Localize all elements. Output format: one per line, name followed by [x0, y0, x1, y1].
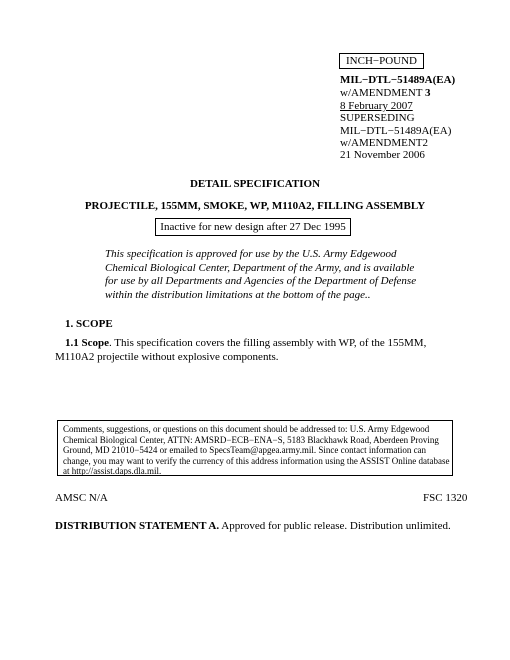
scope-para-number: 1.1 Scope — [65, 337, 109, 349]
inactive-notice: Inactive for new design after 27 Dec 1995 — [155, 218, 351, 236]
scope-heading: 1. SCOPE — [65, 318, 113, 330]
approval-line: within the distribution limitations at the bottom of the page.. — [105, 288, 371, 301]
approval-line: Chemical Biological Center, Department of the Army, and is available — [105, 261, 415, 274]
distribution-statement — [55, 520, 451, 532]
distribution-label: DISTRIBUTION STATEMENT A. — [55, 520, 220, 532]
comments-line: Comments, suggestions, or questions on this document should be addressed to: U.S. Army Edgewood — [63, 424, 430, 434]
approval-statement — [105, 248, 425, 302]
spec-heading: DETAIL SPECIFICATION — [189, 178, 321, 190]
spec-subject: PROJECTILE, 155MM, SMOKE, WP, M110A2, FILLING ASSEMBLY — [84, 200, 426, 212]
comments-line: Chemical Biological Center, ATTN: AMSRD−ECB−ENA−S, 5183 Blackhawk Road, Aberdeen Proving — [63, 434, 439, 445]
document-date: 8 February 2007 — [340, 100, 413, 112]
amendment-prefix: w/AMENDMENT — [340, 87, 426, 99]
superseded-date: 21 November 2006 — [340, 149, 425, 161]
amendment-number: 3 — [425, 87, 431, 99]
superseding-label: SUPERSEDING — [340, 112, 415, 124]
amsc-code: AMSC N/A — [55, 492, 108, 504]
comments-line: change, you may want to verify the currency of this address information using the ASSIST Online database — [63, 455, 450, 466]
distribution-text: Approved for public release. Distribution unlimited. — [219, 520, 451, 532]
amendment-line — [340, 87, 431, 100]
document-number: MIL−DTL−51489A(EA) — [340, 74, 456, 86]
fsc-code: FSC 1320 — [423, 492, 468, 504]
comments-box — [57, 420, 453, 476]
comments-line: at http://assist.daps.dla.mil. — [63, 466, 162, 477]
approval-line: for use by all Departments and Agencies of the Department of Defense — [105, 275, 417, 287]
comments-line: Ground, MD 21010−5424 or emailed to SpecsTeam@apgea.army.mil. Since contact information can — [63, 445, 427, 456]
scope-para-text: . This specification covers the filling assembly with WP, of the 155MM, M110A2 projectile without explosive components. — [55, 337, 427, 363]
superseded-document: MIL−DTL−51489A(EA) — [340, 125, 452, 137]
inch-pound-box: INCH−POUND — [339, 53, 424, 69]
scope-paragraph — [55, 337, 465, 364]
superseded-amendment: w/AMENDMENT2 — [340, 137, 428, 149]
approval-line: This specification is approved for use by the U.S. Army Edgewood — [105, 248, 397, 260]
